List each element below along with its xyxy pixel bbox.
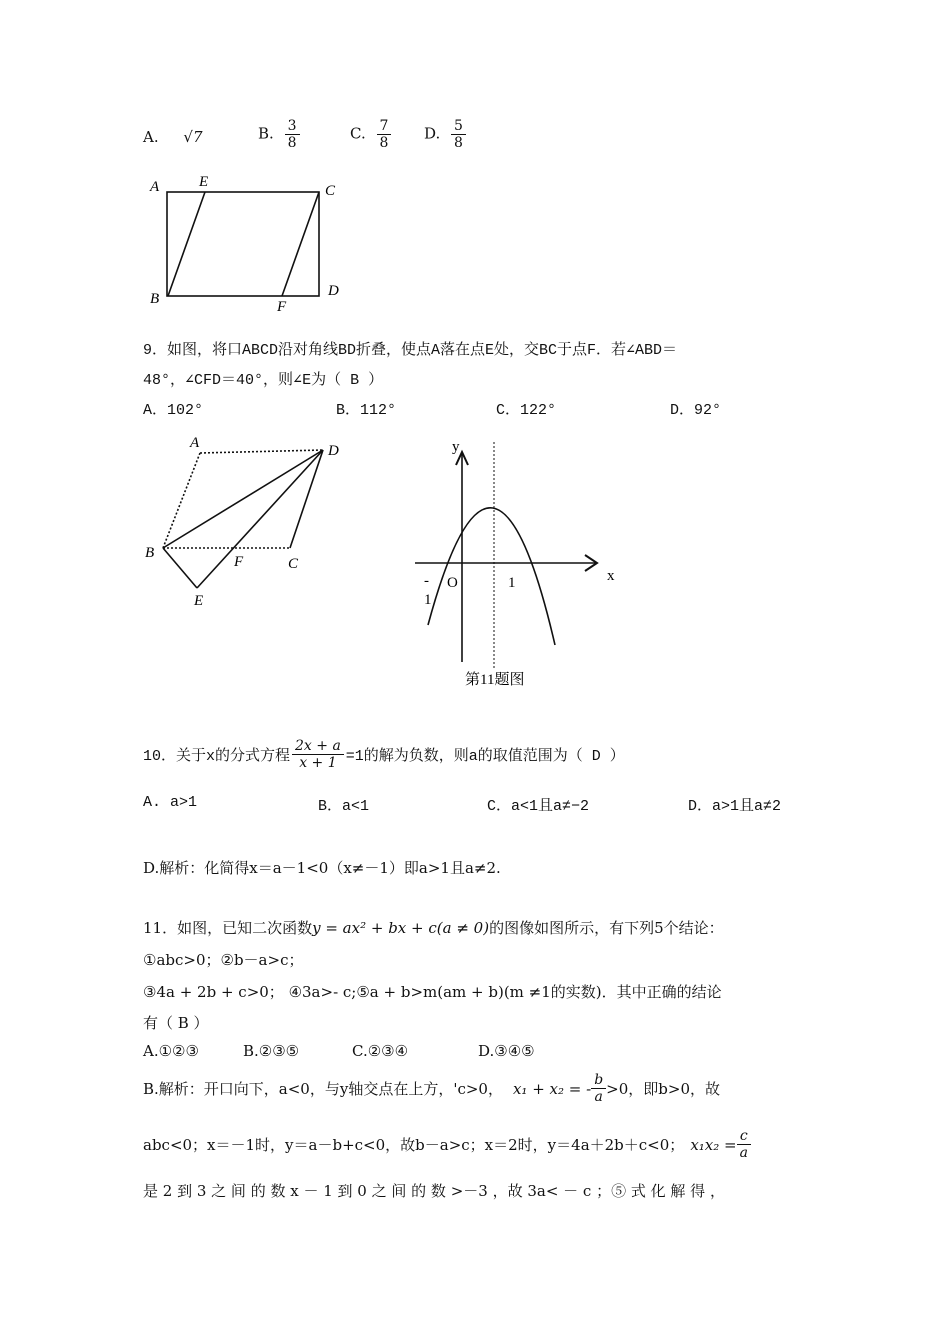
segment-be — [168, 192, 205, 296]
q11-analysis-line3: 是 2 到 3 之 间 的 数 x － 1 到 0 之 间 的 数 >－3 ，故 3a< － c ；⑤ 式 化 解 得 ， — [143, 1182, 725, 1200]
q8-d-den: 8 — [454, 135, 463, 151]
label-a: A — [190, 435, 200, 451]
x-label: x — [607, 568, 615, 584]
q10-prefix: 10．关于x的分式方程 — [143, 748, 291, 765]
q11-option-d: D.③④⑤ — [478, 1042, 535, 1060]
neg-one-label: 1 — [424, 592, 432, 608]
figure-caption: 第11题图 — [465, 672, 525, 688]
q11-line1 — [143, 917, 724, 938]
q8-option-c — [350, 118, 391, 151]
figure-folded-parallelogram — [140, 430, 360, 615]
q8-option-b-frac — [285, 118, 300, 151]
segment-ad-dotted — [200, 450, 323, 453]
q8-c-den: 8 — [379, 135, 389, 151]
q11-analysis1-frac-den: a — [594, 1089, 603, 1105]
q8-option-c-frac — [377, 118, 392, 151]
figure-parabola-graph — [405, 430, 635, 695]
label-f: F — [277, 299, 287, 315]
segment-bd — [163, 450, 323, 548]
q8-option-b-label: B. — [258, 124, 274, 143]
q11-analysis2-frac-den: a — [739, 1145, 748, 1161]
q11-analysis1-prefix: B.解析：开口向下，a<0，与y轴交点在上方，'c>0， — [143, 1080, 503, 1098]
q11-analysis1-suffix: >0，即b>0，故 — [606, 1080, 720, 1098]
q8-option-a-value: √7 — [183, 128, 203, 146]
q8-option-d-frac — [451, 118, 466, 151]
q10-frac-num: 2x + a — [292, 738, 344, 755]
rect-outline — [167, 192, 319, 296]
y-label: y — [452, 439, 460, 455]
q8-d-num: 5 — [451, 118, 466, 135]
q11-analysis1-formula: x₁ + x₂ = - — [512, 1079, 592, 1098]
label-c: C — [288, 556, 299, 572]
q8-c-num: 7 — [377, 118, 392, 135]
q11-analysis2-prefix: abc<0；x＝－1时，y＝a－b+c<0，故b－a>c；x＝2时，y＝4a＋2b＋c<0； — [143, 1136, 685, 1154]
label-d: D — [328, 443, 339, 459]
tick-one-label: 1 — [508, 575, 516, 591]
q8-option-a-label: A. — [143, 128, 159, 146]
q10-option-b: B．a<1 — [318, 798, 370, 815]
q11-analysis2-formula: x₁x₂ = — [690, 1135, 737, 1154]
q8-option-d-label: D. — [424, 124, 441, 143]
q10-analysis: D.解析：化简得x＝a－1<0（x≠－1）即a>1且a≠2. — [143, 859, 501, 877]
q9-option-a: A．102° — [143, 402, 204, 419]
q8-option-d — [424, 118, 466, 151]
q11-analysis-line2 — [143, 1128, 751, 1161]
q8-option-b — [258, 118, 300, 151]
segment-dc — [290, 450, 323, 548]
label-b: B — [150, 291, 160, 307]
origin-label: O — [447, 575, 458, 591]
neg-sign: - — [424, 573, 429, 589]
q11-line1-formula: y = ax² + bx + c(a ≠ 0) — [312, 919, 490, 937]
q11-line3: ③4a + 2b + c>0； ④3a>- c;⑤a + b>m(am + b)(m ≠1的实数)．其中正确的结论 — [143, 983, 722, 1001]
q9-option-d: D．92° — [670, 402, 722, 419]
label-d: D — [328, 283, 339, 299]
q10-option-a: A. a>1 — [143, 794, 198, 811]
q11-line1-prefix: 11．如图，已知二次函数 — [143, 919, 313, 937]
figure-rectangle-abcd — [140, 170, 360, 320]
q10-option-d: D．a>1且a≠2 — [688, 798, 782, 815]
q11-option-b: B.②③⑤ — [243, 1042, 300, 1060]
q11-option-a: A.①②③ — [143, 1042, 199, 1060]
q10-suffix: =1的解为负数，则a的取值范围为（ D ） — [345, 748, 625, 765]
segment-cf — [282, 192, 319, 296]
q11-analysis2-frac — [737, 1128, 751, 1161]
q11-option-c: C.②③④ — [352, 1042, 409, 1060]
label-e: E — [199, 174, 209, 190]
q11-analysis2-frac-num: c — [737, 1128, 751, 1145]
q11-analysis-line1 — [143, 1072, 720, 1105]
q8-b-den: 8 — [287, 135, 297, 151]
q9-option-b: B．112° — [336, 402, 397, 419]
q11-analysis1-frac — [591, 1072, 606, 1105]
label-b: B — [145, 545, 155, 561]
q9-line2: 48°，∠CFD＝40°，则∠E为（ B ） — [143, 372, 384, 389]
q8-options — [143, 128, 203, 146]
label-e: E — [194, 593, 204, 609]
q10-fraction — [292, 738, 344, 771]
q10-frac-den: x + 1 — [299, 755, 337, 771]
q9-option-c: C．122° — [496, 402, 557, 419]
q10-question — [143, 738, 625, 771]
q11-analysis1-frac-num: b — [591, 1072, 606, 1089]
q8-option-c-label: C. — [350, 124, 366, 143]
segment-be — [163, 548, 197, 588]
label-f: F — [234, 554, 244, 570]
q9-line1: 9．如图，将口ABCD沿对角线BD折叠，使点A落在点E处，交BC于点F．若∠ABD＝ — [143, 342, 678, 359]
q11-line4: 有（ B ） — [143, 1014, 209, 1032]
q10-option-c: C．a<1且a≠−2 — [487, 798, 590, 815]
q11-line1-suffix: 的图像如图所示，有下列5个结论： — [489, 919, 724, 937]
label-a: A — [150, 179, 160, 195]
q8-b-num: 3 — [285, 118, 300, 135]
label-c: C — [325, 183, 336, 199]
q11-line2: ①abc>0；②b－a>c； — [143, 951, 304, 969]
segment-ab-dotted — [163, 453, 200, 548]
segment-de — [197, 450, 323, 588]
